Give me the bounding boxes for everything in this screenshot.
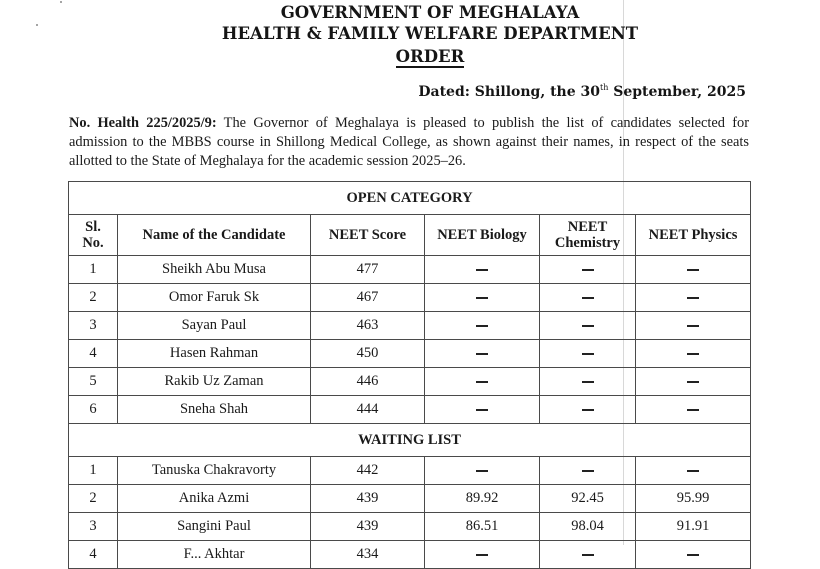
cell-sl-no: 3: [69, 513, 118, 541]
cell-sl-no: 1: [69, 457, 118, 485]
cell-neet-physics: [636, 340, 751, 368]
col-candidate-name-header: Name of the Candidate: [118, 215, 311, 256]
cell-neet-score: 434: [311, 541, 425, 569]
cell-neet-score: 444: [311, 396, 425, 424]
dash-placeholder: [582, 554, 594, 556]
cell-sl-no: 5: [69, 368, 118, 396]
cell-candidate-name: Omor Faruk Sk: [118, 284, 311, 312]
cell-candidate-name: Hasen Rahman: [118, 340, 311, 368]
dash-placeholder: [582, 381, 594, 383]
header-department: HEALTH & FAMILY WELFARE DEPARTMENT: [221, 24, 639, 43]
cell-neet-chemistry: 98.04: [540, 513, 636, 541]
cell-sl-no: 4: [69, 541, 118, 569]
cell-neet-score: 450: [311, 340, 425, 368]
cell-candidate-name: Sangini Paul: [118, 513, 311, 541]
cell-neet-chemistry: 92.45: [540, 485, 636, 513]
cell-candidate-name: Sheikh Abu Musa: [118, 256, 311, 284]
dash-placeholder: [687, 297, 699, 299]
cell-sl-no: 2: [69, 485, 118, 513]
col-neet-physics-header: NEET Physics: [636, 215, 751, 256]
cell-neet-chemistry: [540, 368, 636, 396]
cell-neet-biology: 86.51: [425, 513, 540, 541]
order-paragraph: [69, 114, 749, 171]
table-row: [69, 368, 751, 396]
col-sl-no-header: Sl. No.: [69, 215, 118, 256]
dash-placeholder: [582, 409, 594, 411]
dash-placeholder: [687, 554, 699, 556]
col-neet-score-header: NEET Score: [311, 215, 425, 256]
order-reference: No. Health 225/2025/9:: [69, 115, 217, 131]
cell-neet-chemistry: [540, 340, 636, 368]
cell-neet-score: 439: [311, 485, 425, 513]
cell-neet-physics: [636, 457, 751, 485]
header-government: GOVERNMENT OF MEGHALAYA: [280, 3, 580, 22]
dash-placeholder: [476, 325, 488, 327]
table-row: [69, 312, 751, 340]
dash-placeholder: [476, 381, 488, 383]
section-title-row: [69, 424, 751, 457]
table-row: [69, 485, 751, 513]
cell-neet-physics: 95.99: [636, 485, 751, 513]
dated-rest: September, 2025: [608, 84, 746, 100]
order-text: The Governor of Meghalaya is pleased to publish the list of candidates selected for admission to the MBBS course in Shillong Medical College, as shown against their names, in respect of the seats allotted to the State of Meghalaya for the academic session 2025–26.: [69, 115, 749, 169]
table-row: [69, 340, 751, 368]
table-row: [69, 256, 751, 284]
cell-neet-score: 477: [311, 256, 425, 284]
table-row: [69, 284, 751, 312]
cell-candidate-name: Anika Azmi: [118, 485, 311, 513]
cell-neet-physics: 91.91: [636, 513, 751, 541]
section-title: OPEN CATEGORY: [69, 182, 751, 215]
table-row: [69, 457, 751, 485]
cell-neet-physics: [636, 284, 751, 312]
table-row: [69, 513, 751, 541]
cell-neet-chemistry: [540, 284, 636, 312]
cell-neet-biology: [425, 368, 540, 396]
dash-placeholder: [476, 353, 488, 355]
dash-placeholder: [687, 325, 699, 327]
order-title: ORDER: [395, 47, 465, 66]
cell-neet-biology: [425, 284, 540, 312]
dated-prefix: Dated: Shillong, the 30: [418, 84, 600, 100]
cell-neet-biology: [425, 340, 540, 368]
cell-neet-chemistry: [540, 312, 636, 340]
dash-placeholder: [687, 269, 699, 271]
dash-placeholder: [582, 353, 594, 355]
cell-neet-chemistry: [540, 457, 636, 485]
cell-neet-score: 442: [311, 457, 425, 485]
dash-placeholder: [476, 269, 488, 271]
selection-table: [68, 181, 751, 569]
dash-placeholder: [582, 470, 594, 472]
cell-neet-physics: [636, 256, 751, 284]
dash-placeholder: [476, 409, 488, 411]
header-order: [20, 47, 820, 66]
cell-neet-biology: [425, 396, 540, 424]
cell-neet-biology: [425, 457, 540, 485]
cell-candidate-name: Sneha Shah: [118, 396, 311, 424]
cell-neet-biology: 89.92: [425, 485, 540, 513]
dash-placeholder: [582, 325, 594, 327]
dash-placeholder: [687, 381, 699, 383]
dated-line: [418, 83, 746, 100]
cell-neet-biology: [425, 256, 540, 284]
cell-candidate-name: Rakib Uz Zaman: [118, 368, 311, 396]
dash-placeholder: [582, 269, 594, 271]
cell-neet-score: 439: [311, 513, 425, 541]
section-title: WAITING LIST: [69, 424, 751, 457]
dash-placeholder: [476, 554, 488, 556]
cell-candidate-name: Sayan Paul: [118, 312, 311, 340]
section-title-row: [69, 182, 751, 215]
cell-neet-score: 463: [311, 312, 425, 340]
dash-placeholder: [476, 470, 488, 472]
cell-neet-physics: [636, 396, 751, 424]
cell-sl-no: 6: [69, 396, 118, 424]
dated-sup: th: [599, 83, 609, 92]
dash-placeholder: [687, 470, 699, 472]
cell-neet-chemistry: [540, 256, 636, 284]
column-header-row: [69, 215, 751, 256]
cell-neet-chemistry: [540, 396, 636, 424]
cell-candidate-name: F... Akhtar: [118, 541, 311, 569]
cell-sl-no: 1: [69, 256, 118, 284]
dash-placeholder: [582, 297, 594, 299]
cell-neet-biology: [425, 312, 540, 340]
cell-neet-physics: [636, 368, 751, 396]
cell-neet-physics: [636, 312, 751, 340]
cell-neet-score: 467: [311, 284, 425, 312]
cell-sl-no: 3: [69, 312, 118, 340]
dash-placeholder: [687, 353, 699, 355]
table-row: [69, 396, 751, 424]
cell-sl-no: 2: [69, 284, 118, 312]
cell-neet-score: 446: [311, 368, 425, 396]
dash-placeholder: [687, 409, 699, 411]
col-neet-chemistry-header: NEET Chemistry: [540, 215, 636, 256]
cell-candidate-name: Tanuska Chakravorty: [118, 457, 311, 485]
cell-sl-no: 4: [69, 340, 118, 368]
col-neet-biology-header: NEET Biology: [425, 215, 540, 256]
dash-placeholder: [476, 297, 488, 299]
